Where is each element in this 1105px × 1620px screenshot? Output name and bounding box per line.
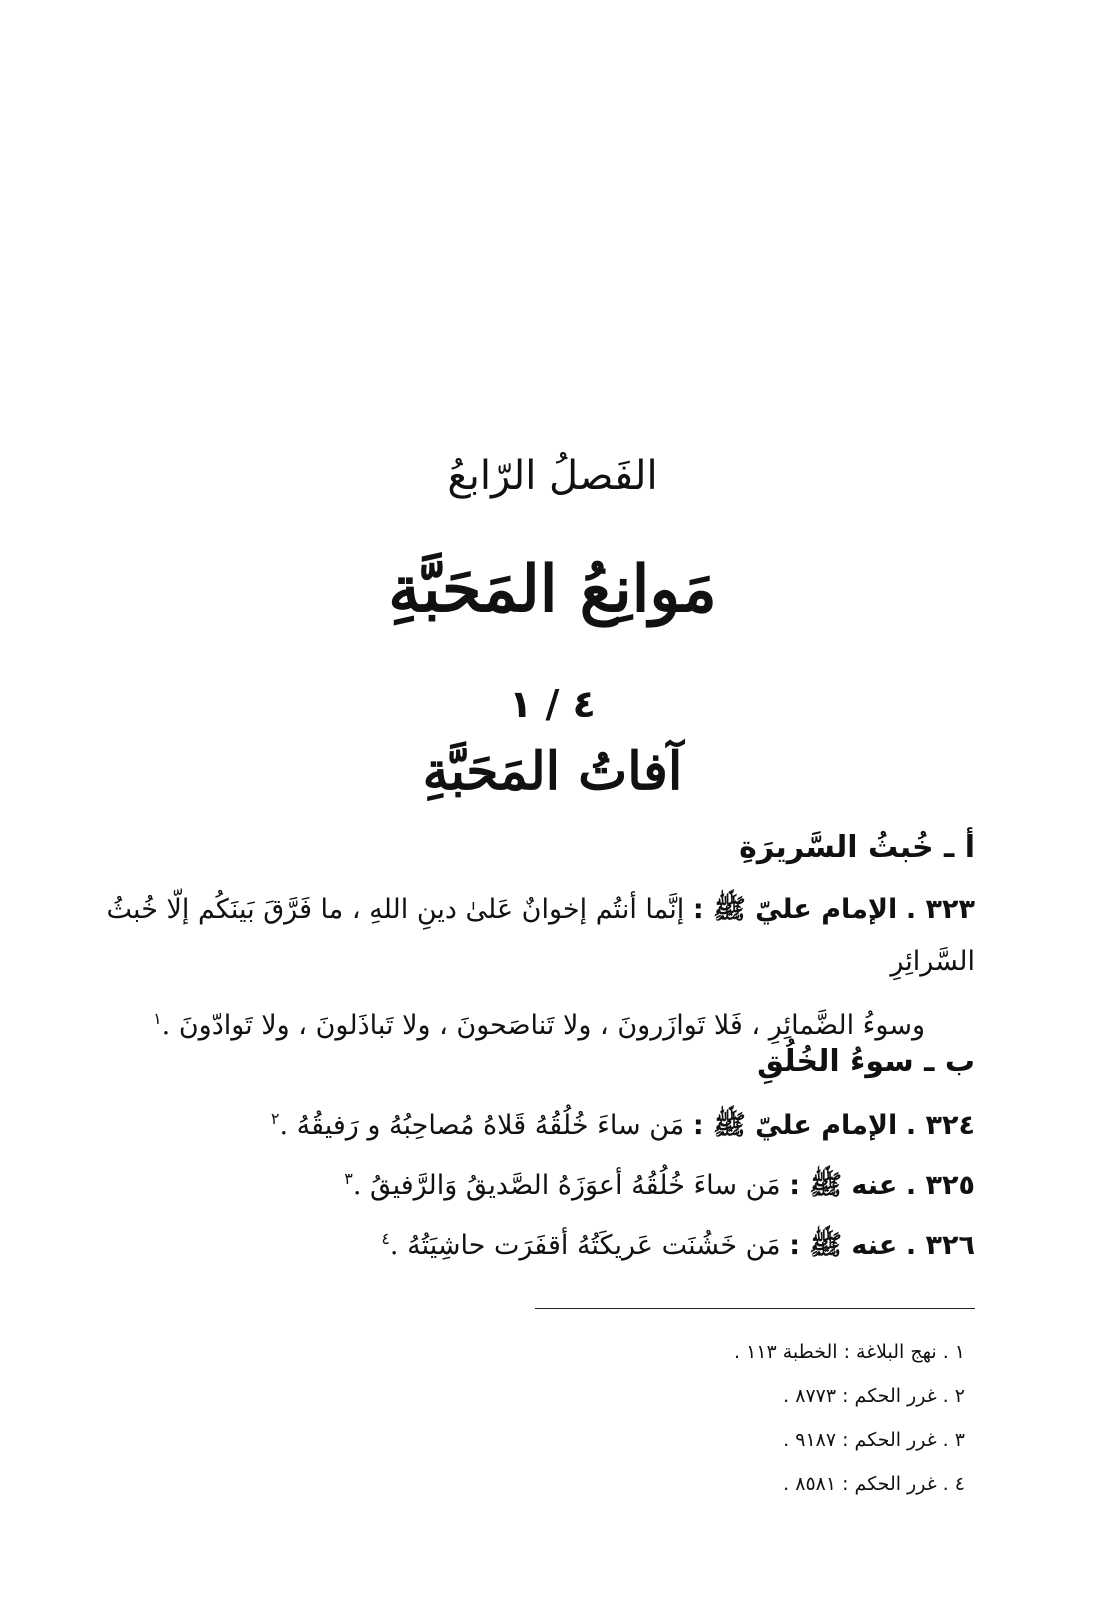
chapter-title: مَوانِعُ المَحَبَّةِ	[388, 552, 717, 627]
hadith-323-line1	[100, 884, 975, 988]
hadith-325	[100, 1160, 975, 1212]
hadith-number: ٣٢٥ .	[905, 1170, 975, 1201]
hadith-text: مَن ساءَ خُلُقُهُ أعوَزَهُ الصَّديقُ وَالرَّفيقُ .	[352, 1170, 781, 1201]
footnote-3: ٣ . غرر الحكم : ٩١٨٧ .	[783, 1429, 965, 1451]
hadith-326	[100, 1220, 975, 1272]
footnote-ref: ١	[153, 1009, 162, 1028]
footnote-1: ١ . نهج البلاغة : الخطبة ١١٣ .	[733, 1341, 965, 1363]
hadith-number: ٣٢٣ .	[905, 894, 975, 925]
footnote-4: ٤ . غرر الحكم : ٨٥٨١ .	[783, 1473, 965, 1495]
subsection-heading-a: أ ـ خُبثُ السَّريرَةِ	[739, 830, 975, 865]
section-number: ٤ / ١	[509, 682, 596, 726]
footnotes	[265, 1330, 965, 1506]
hadith-attribution: عنه ﷺ :	[789, 1170, 898, 1201]
footnote-2: ٢ . غرر الحكم : ٨٧٧٣ .	[783, 1385, 965, 1407]
footnote-ref: ٤	[381, 1229, 390, 1248]
hadith-attribution: الإمام عليّ ﷺ :	[692, 894, 898, 925]
footnote-ref: ٣	[344, 1169, 353, 1188]
hadith-attribution: الإمام عليّ ﷺ :	[692, 1110, 898, 1141]
chapter-label: الفَصلُ الرّابعُ	[447, 453, 658, 499]
hadith-323	[100, 884, 975, 1052]
hadith-text: إنَّما أنتُم إخوانٌ عَلىٰ دينِ اللهِ ، ما فَرَّقَ بَينَكُم إلّا خُبثُ السَّرائِرِ	[106, 894, 975, 977]
hadith-text: مَن خَشُنَت عَريكَتُهُ أقفَرَت حاشِيَتُهُ .	[389, 1230, 781, 1261]
hadith-number: ٣٢٦ .	[905, 1230, 975, 1261]
hadith-text-continued: وسوءُ الضَّمائِرِ ، فَلا تَوازَرونَ ، ولا تَناصَحونَ ، ولا تَباذَلونَ ، ولا تَوادّونَ .	[161, 1010, 925, 1041]
hadith-attribution: عنه ﷺ :	[789, 1230, 898, 1261]
footnote-divider	[535, 1308, 975, 1309]
hadith-324	[100, 1100, 975, 1152]
subsection-heading-b: ب ـ سوءُ الخُلُقِ	[757, 1044, 975, 1079]
hadith-number: ٣٢٤ .	[905, 1110, 975, 1141]
hadith-text: مَن ساءَ خُلُقُهُ قَلاهُ مُصاحِبُهُ و رَفيقُهُ .	[279, 1110, 685, 1141]
section-title: آفاتُ المَحَبَّةِ	[422, 741, 683, 802]
footnote-ref: ٢	[270, 1109, 280, 1128]
